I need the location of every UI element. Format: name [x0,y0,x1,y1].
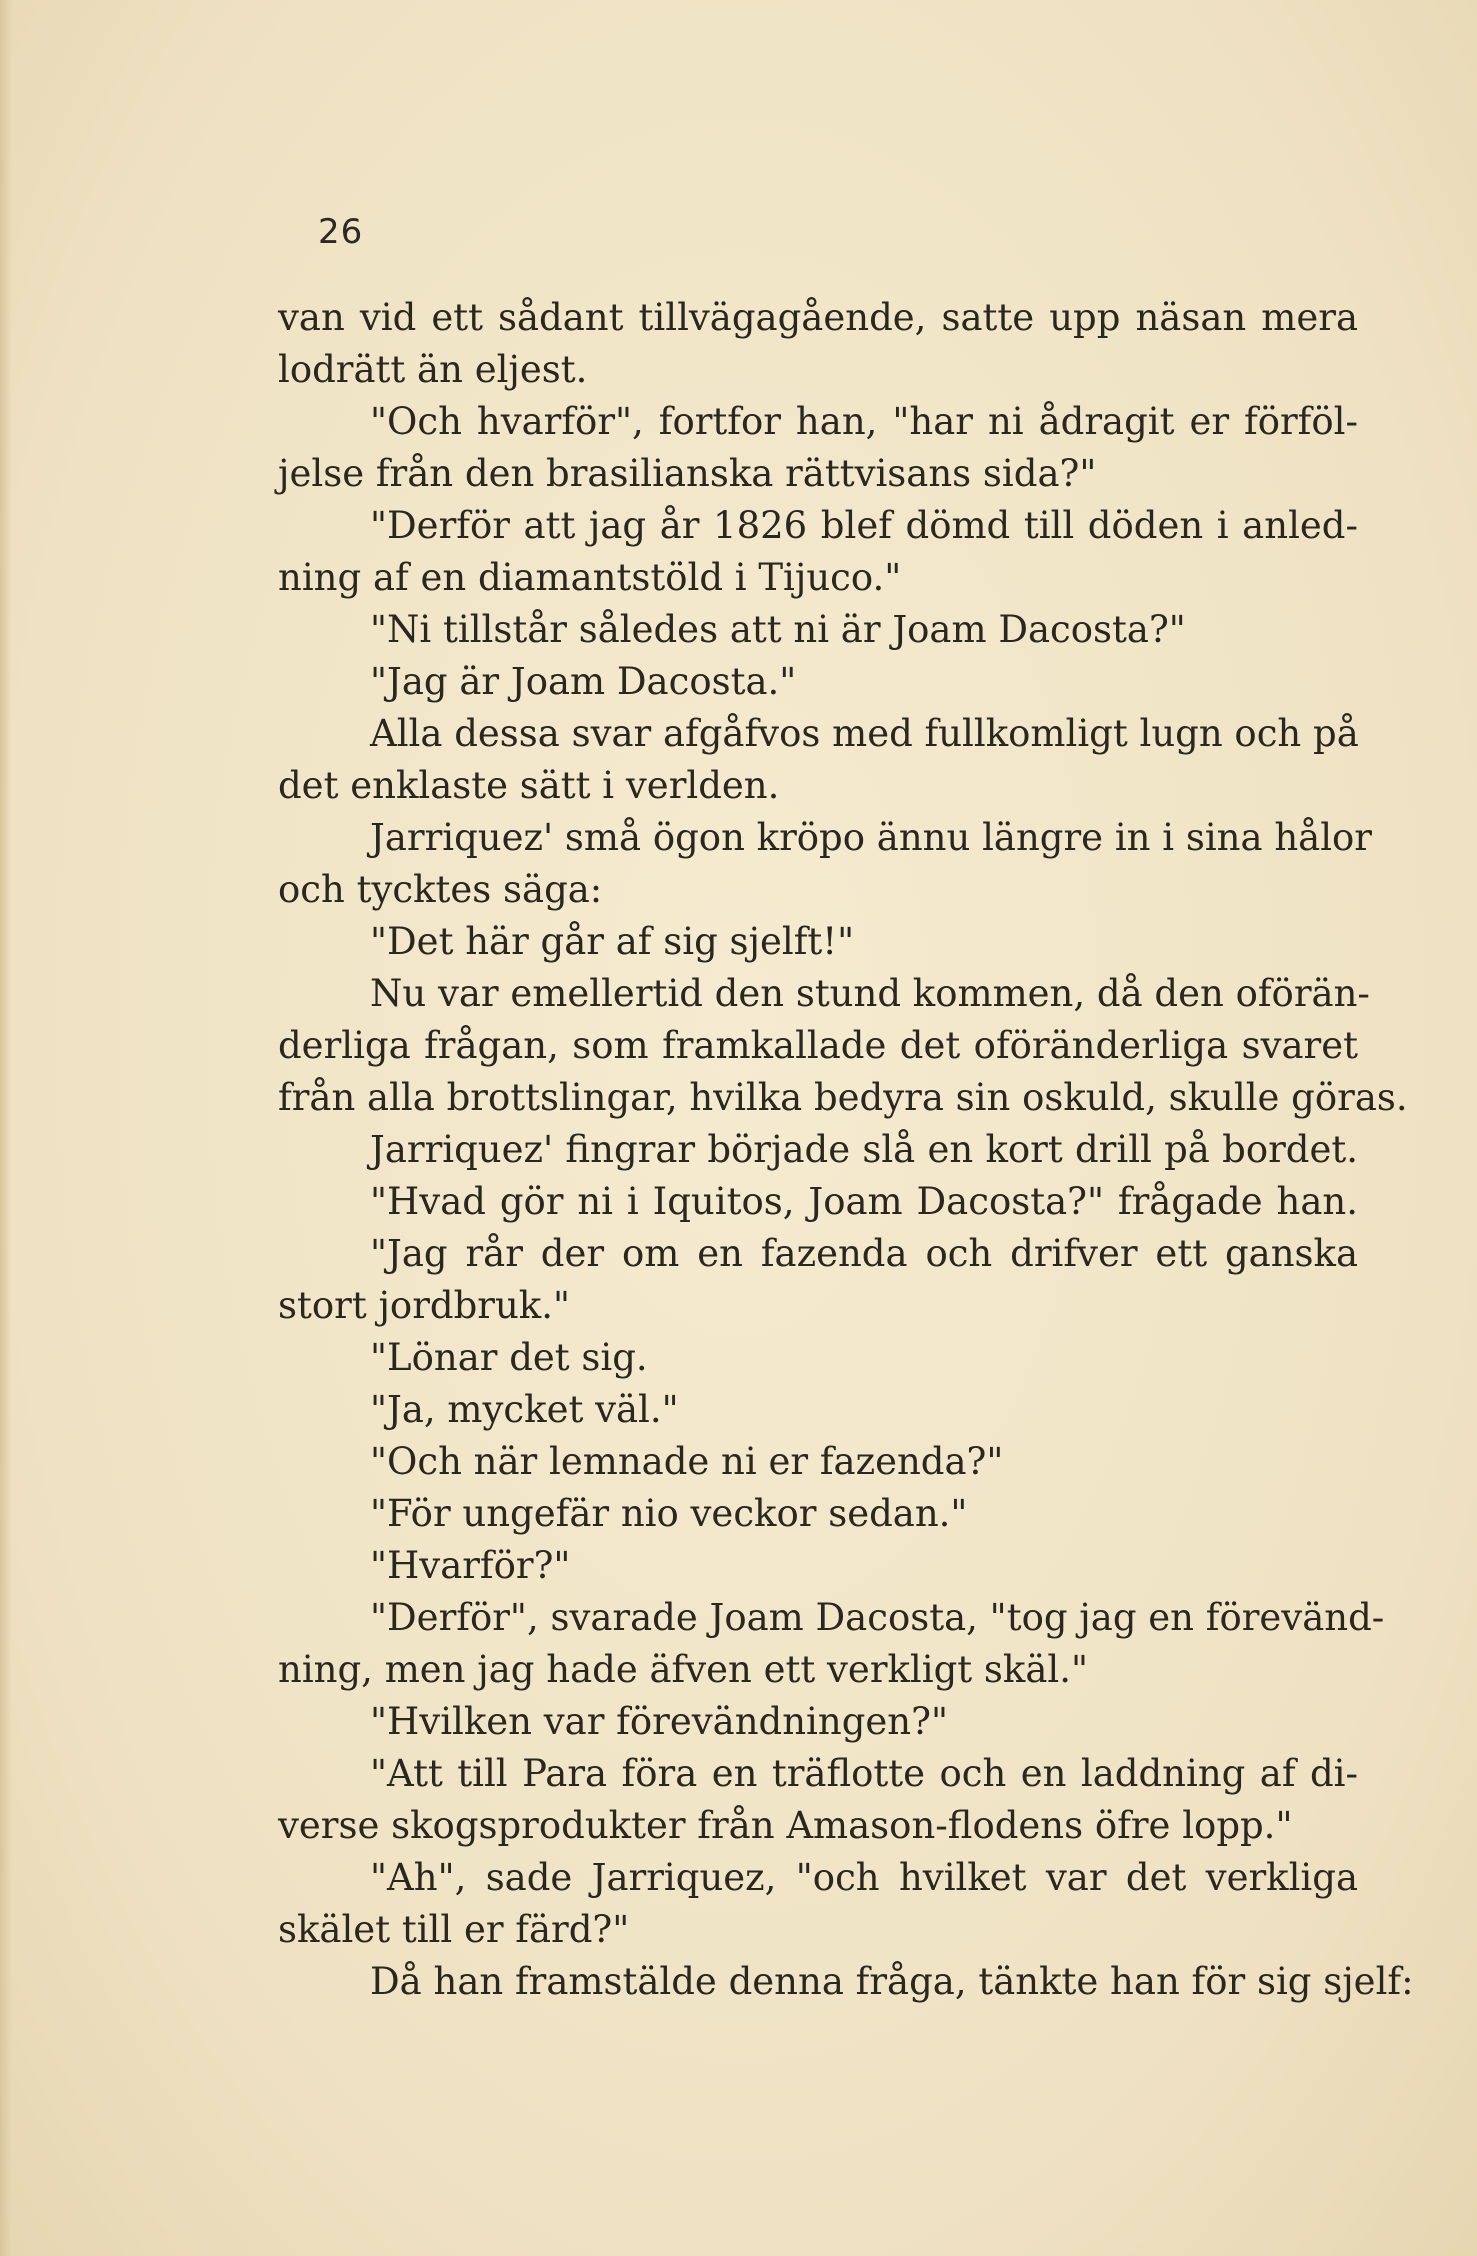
text-line: det enklaste sätt i verlden. [278,764,780,807]
text-line: "Och när lemnade ni er fazenda?" [370,1440,1004,1483]
text-line: "Lönar det sig. [370,1336,648,1379]
text-line: Då han framstälde denna fråga, tänkte han för sig sjelf: [370,1960,1414,2003]
text-line: "Ja, mycket väl." [370,1388,679,1431]
text-line: skälet till er färd?" [278,1908,630,1951]
text-line: och tycktes säga: [278,868,603,911]
text-line: "Och hvarför", fortfor han, "har ni ådragit er förföl- [370,400,1358,443]
text-line: ning af en diamantstöld i Tijuco." [278,556,902,599]
text-line: jelse från den brasilianska rättvisans sida?" [278,452,1097,495]
text-line: derliga frågan, som framkallade det oföränderliga svaret [278,1024,1358,1067]
text-line: "Att till Para föra en träflotte och en laddning af di- [370,1752,1358,1795]
text-line: stort jordbruk." [278,1284,570,1327]
text-line: "Hvilken var förevändningen?" [370,1700,948,1743]
text-line: ning, men jag hade äfven ett verkligt skäl." [278,1648,1088,1691]
text-line: "Ni tillstår således att ni är Joam Dacosta?" [370,608,1186,651]
text-line: "Det här går af sig sjelft!" [370,920,855,963]
text-line: verse skogsprodukter från Amason-flodens öfre lopp." [278,1804,1293,1847]
text-line: "Ah", sade Jarriquez, "och hvilket var det verkliga [370,1856,1358,1899]
text-line: "Hvad gör ni i Iquitos, Joam Dacosta?" frågade han. [370,1180,1358,1223]
text-line: "Jag rår der om en fazenda och drifver ett ganska [370,1232,1358,1275]
text-line: Alla dessa svar afgåfvos med fullkomligt lugn och på [370,712,1359,755]
text-line: från alla brottslingar, hvilka bedyra sin oskuld, skulle göras. [278,1076,1408,1119]
text-line: "Derför att jag år 1826 blef dömd till döden i anled- [370,504,1358,547]
text-line: lodrätt än eljest. [278,348,588,391]
text-line: "För ungefär nio veckor sedan." [370,1492,968,1535]
page-edge-shadow [0,0,12,2256]
text-line: Jarriquez' fingrar började slå en kort drill på bordet. [370,1128,1358,1171]
text-line: van vid ett sådant tillvägagående, satte upp näsan mera [278,296,1358,339]
page-number: 26 [318,212,364,252]
text-line: Jarriquez' små ögon kröpo ännu längre in i sina hålor [370,816,1372,859]
text-line: Nu var emellertid den stund kommen, då den oförän- [370,972,1370,1015]
text-line: "Jag är Joam Dacosta." [370,660,797,703]
text-line: "Hvarför?" [370,1544,571,1587]
text-line: "Derför", svarade Joam Dacosta, "tog jag en förevänd- [370,1596,1385,1639]
body-text [278,292,1414,2008]
